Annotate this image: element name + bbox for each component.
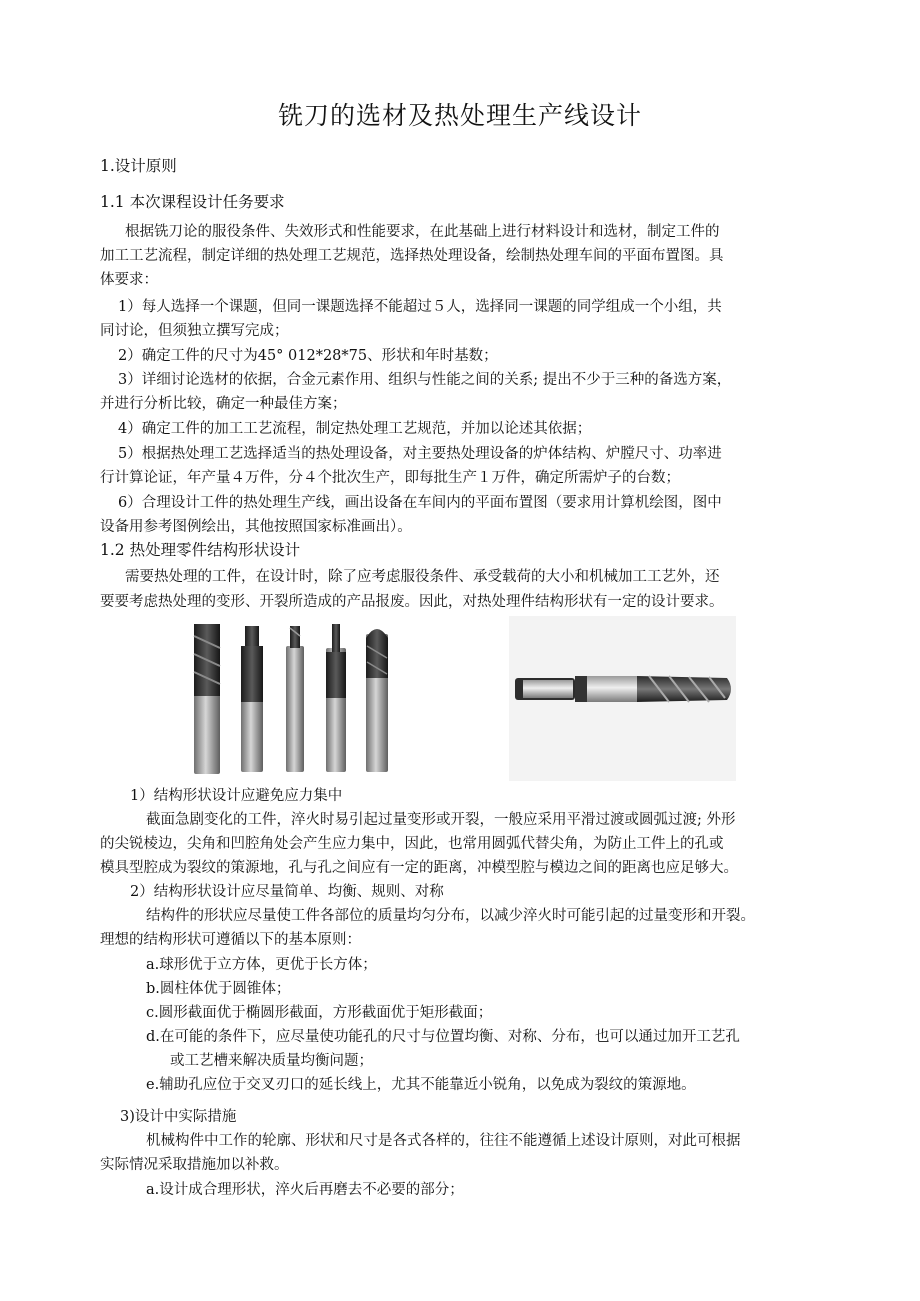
paragraph-line: 加工工艺流程，制定详细的热处理工艺规范，选择热处理设备，绘制热处理车间的平面布置图。具 — [100, 248, 724, 264]
requirement-item: 4）确定工件的加工工艺流程，制定热处理工艺规范，并加以论述其依据； — [118, 421, 592, 437]
paragraph-line: 结构件的形状应尽量使工件各部位的质量均匀分布，以减少淬火时可能引起的过量变形和开裂。 — [146, 908, 755, 924]
paragraph-line: 机械构件中工作的轮廓、形状和尺寸是各式各样的，往往不能遵循上述设计原则，对此可根据 — [146, 1133, 741, 1149]
requirement-item: 6）合理设计工件的热处理生产线，画出设备在车间内的平面布置图（要求用计算机绘图，图中 — [118, 495, 722, 511]
requirement-item: 2）确定工件的尺寸为45° 012*28*75、形状和年时基数； — [118, 348, 498, 364]
principle-item: 或工艺槽来解决质量均衡问题； — [170, 1053, 373, 1069]
end-mills-photo — [186, 618, 405, 781]
requirement-item: 并进行分析比较，确定一种最佳方案； — [100, 396, 347, 412]
paragraph-line: 实际情况采取措施加以补救。 — [100, 1157, 289, 1173]
paragraph-line: 的尖锐棱边，尖角和凹腔角处会产生应力集中，因此，也常用圆弧代替尖角，为防止工件上的孔或 — [100, 836, 724, 852]
subheading-practical-measures: 3)设计中实际措施 — [120, 1109, 237, 1125]
paragraph-line: 截面急剧变化的工件，淬火时易引起过量变形或开裂，一般应采用平滑过渡或圆弧过渡; 外形 — [146, 812, 736, 828]
subheading-avoid-stress: 1）结构形状设计应避免应力集中 — [130, 788, 343, 804]
paragraph-line: 模具型腔成为裂纹的策源地，孔与孔之间应有一定的距离，冲模型腔与模边之间的距离也应足够大。 — [100, 860, 738, 876]
requirement-item: 设备用参考图例绘出，其他按照国家标准画出）。 — [100, 519, 412, 535]
principle-item: e.辅助孔应位于交叉刃口的延长线上，尤其不能靠近小锐角，以免成为裂纹的策源地。 — [146, 1077, 696, 1093]
requirement-item: 1）每人选择一个课题，但同一课题选择不能超过５人，选择同一课题的同学组成一个小组，共 — [118, 299, 722, 315]
requirement-item: 同讨论，但须独立撰写完成； — [100, 323, 289, 339]
measure-item: a.设计成合理形状，淬火后再磨去不必要的部分； — [146, 1182, 464, 1198]
heading-task-requirements: 1.1 本次课程设计任务要求 — [100, 193, 285, 211]
paragraph-line: 要要考虑热处理的变形、开裂所造成的产品报废。因此，对热处理件结构形状有一定的设计要求。 — [100, 594, 724, 610]
requirement-item: 3）详细讨论选材的依据，合金元素作用、组织与性能之间的关系; 提出不少于三种的备选方案， — [118, 372, 732, 388]
paragraph-line: 理想的结构形状可遵循以下的基本原则： — [100, 932, 361, 948]
heading-design-principles: 1.设计原则 — [100, 157, 177, 175]
heading-structure-design: 1.2 热处理零件结构形状设计 — [100, 541, 301, 559]
paragraph-line: 体要求： — [100, 272, 158, 288]
requirement-item: 5）根据热处理工艺选择适当的热处理设备，对主要热处理设备的炉体结构、炉膛尺寸、功率进 — [118, 446, 722, 462]
principle-item: c.圆形截面优于椭圆形截面，方形截面优于矩形截面； — [146, 1005, 493, 1021]
principle-item: d.在可能的条件下，应尽量使功能孔的尺寸与位置均衡、对称、分布，也可以通过加开工艺孔 — [146, 1029, 740, 1045]
document-title: 铣刀的选材及热处理生产线设计 — [277, 101, 642, 130]
paragraph-line: 需要热处理的工件，在设计时，除了应考虑服役条件、承受载荷的大小和机械加工工艺外，还 — [125, 569, 720, 585]
requirement-item: 行计算论证，年产量４万件，分４个批次生产，即每批生产１万件，确定所需炉子的台数； — [100, 470, 680, 486]
principle-item: b.圆柱体优于圆锥体； — [146, 981, 291, 997]
end-mill-photo — [509, 616, 736, 781]
principle-item: a.球形优于立方体，更优于长方体； — [146, 957, 377, 973]
paragraph-line: 根据铣刀论的服役条件、失效形式和性能要求，在此基础上进行材料设计和选材，制定工件的 — [125, 224, 720, 240]
subheading-simple-shape: 2）结构形状设计应尽量简单、均衡、规则、对称 — [130, 884, 444, 900]
